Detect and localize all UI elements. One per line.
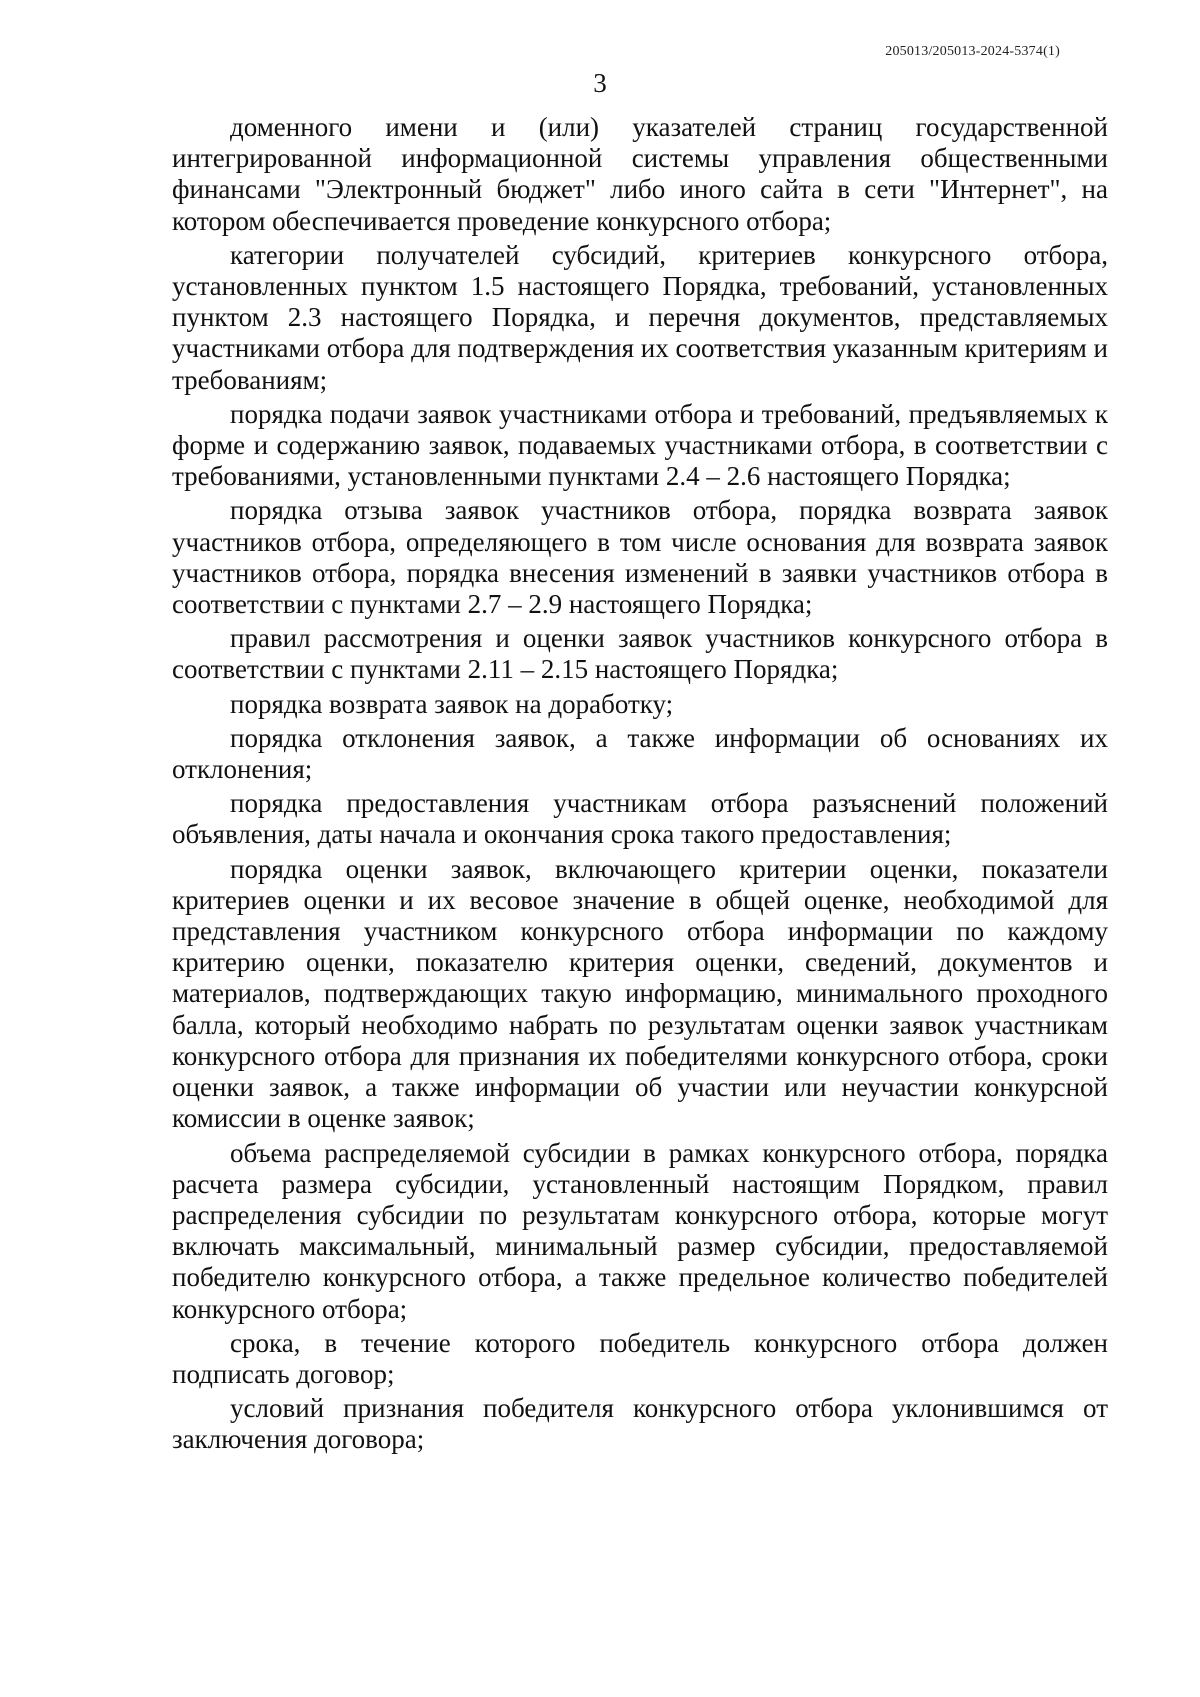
paragraph: порядка предоставления участникам отбора разъяснений положений объявления, даты начала и окончания срока такого предоставления; — [172, 788, 1108, 850]
paragraph: порядка отклонения заявок, а также информации об основаниях их отклонения; — [172, 722, 1108, 785]
paragraph: срока, в течение которого победитель конкурсного отбора должен подписать договор; — [172, 1327, 1108, 1389]
paragraph: доменного имени и (или) указателей страниц государственной интегрированной информационной системы управления общественными финансами "Электронный бюджет" либо иного сайта в сети "Интернет", на котором обеспечивается проведение конкурсного отбора; — [172, 112, 1108, 236]
page-number: 3 — [593, 68, 607, 98]
paragraph: условий признания победителя конкурсного отбора уклонившимся от заключения договора; — [172, 1393, 1108, 1455]
document-id: 205013/205013-2024-5374(1) — [885, 44, 1060, 59]
paragraph: порядка отзыва заявок участников отбора, порядка возврата заявок участников отбора, определяющего в том числе основания для возврата заявок участников отбора, порядка внесения изменений в заявки участников отбора в соответствии с пунктами 2.7 – 2.9 настоящего Порядка; — [172, 495, 1108, 620]
paragraph: объема распределяемой субсидии в рамках конкурсного отбора, порядка расчета размера субсидии, установленный настоящим Порядком, правил распределения субсидии по результатам конкурсного отбора, которые могут включать максимальный, минимальный размер субсидии, предоставляемой победителю конкурсного отбора, а также предельное количество победителей конкурсного отбора; — [172, 1137, 1108, 1324]
paragraph: правил рассмотрения и оценки заявок участников конкурсного отбора в соответствии с пунктами 2.11 – 2.15 настоящего Порядка; — [172, 623, 1108, 685]
document-body — [172, 112, 1108, 1459]
paragraph: порядка возврата заявок на доработку; — [230, 688, 674, 719]
paragraph: порядка подачи заявок участниками отбора и требований, предъявляемых к форме и содержанию заявок, подаваемых участниками отбора, в соответствии с требованиями, установленными пунктами 2.4 – 2.6 настоящего Порядка; — [172, 398, 1108, 492]
paragraph: категории получателей субсидий, критериев конкурсного отбора, установленных пунктом 1.5 настоящего Порядка, требований, установленных пунктом 2.3 настоящего Порядка, и перечня документов, представляемых участниками отбора для подтверждения их соответствия указанным критериям и требованиям; — [172, 239, 1108, 395]
paragraph: порядка оценки заявок, включающего критерии оценки, показатели критериев оценки и их весовое значение в общей оценке, необходимой для представления участником конкурсного отбора информации по каждому критерию оценки, показателю критерия оценки, сведений, документов и материалов, подтверждающих такую информацию, минимального проходного балла, который необходимо набрать по результатам оценки заявок участникам конкурсного отбора для признания их победителями конкурсного отбора, сроки оценки заявок, а также информации об участии или неучастии конкурсной комиссии в оценке заявок; — [172, 853, 1108, 1134]
